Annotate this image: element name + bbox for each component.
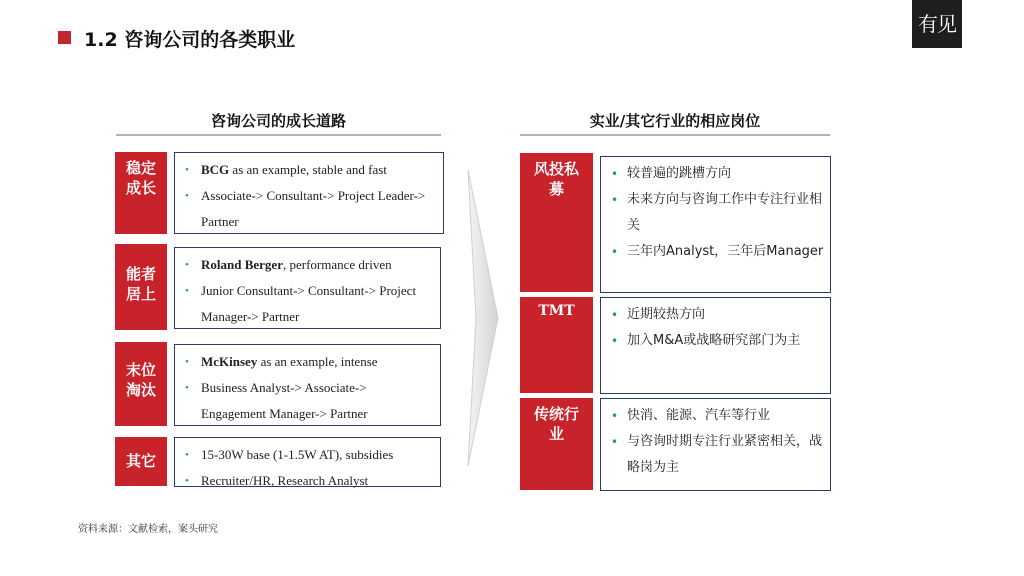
brand-logo: 有见: [912, 0, 962, 48]
bullet-text: as an example, stable and fast: [229, 162, 387, 177]
bullet-text: Junior Consultant-> Consultant-> Project Manager-> Partner: [201, 283, 417, 324]
tag-label: TMT: [538, 303, 575, 319]
source-footnote: 资料来源：文献检索，案头研究: [78, 524, 218, 535]
tag-traditional-industry: [520, 398, 593, 490]
tag-merit-based: [115, 244, 167, 330]
role-box-traditional-industry: [600, 398, 831, 491]
career-path-box-other: [174, 437, 441, 487]
bullet-text: Business Analyst-> Associate-> Engagement Manager-> Partner: [201, 380, 368, 421]
list-item: • 加入M&A或战略研究部门为主: [611, 328, 824, 354]
right-column-heading: 实业/其它行业的相应岗位: [589, 112, 761, 130]
tag-label: 风投私募: [533, 160, 579, 198]
role-box-vc-pe: [600, 156, 831, 293]
list-item: • 较普遍的跳槽方向: [611, 161, 824, 187]
title-marker: [58, 31, 71, 44]
bullet-text: as an example, intense: [257, 354, 378, 369]
list-item: [185, 157, 437, 183]
tag-up-or-out: [115, 342, 167, 426]
list-item: [185, 183, 437, 235]
tag-label: 其它: [125, 452, 156, 470]
tag-label: 末位淘汰: [125, 361, 156, 399]
left-heading-divider: [116, 134, 441, 136]
list-item: [185, 252, 434, 278]
left-column-heading: 咨询公司的成长道路: [210, 112, 346, 130]
tag-steady-growth: [115, 152, 167, 234]
bullet-text: Recruiter/HR, Research Analyst: [201, 473, 369, 488]
list-item: • 未来方向与咨询工作中专注行业相关: [611, 187, 824, 239]
list-item: • 快消、能源、汽车等行业: [611, 403, 824, 429]
tag-label: 稳定成长: [125, 159, 156, 197]
firm-name: McKinsey: [201, 354, 258, 369]
list-item: [185, 278, 434, 330]
tag-other: [115, 437, 167, 486]
list-item: [185, 375, 434, 427]
list-item: • 与咨询时期专注行业紧密相关，战略岗为主: [611, 429, 824, 481]
firm-name: Roland Berger: [201, 257, 283, 272]
chevron-right-arrow-icon: [466, 168, 500, 468]
list-item: [185, 442, 434, 468]
tag-label: 传统行业: [533, 405, 579, 443]
career-path-box-bcg: [174, 152, 444, 234]
firm-name: BCG: [201, 162, 230, 177]
list-item: [185, 468, 434, 494]
tag-label: 能者居上: [125, 265, 156, 303]
right-heading-divider: [520, 134, 830, 136]
page-title: 1.2 咨询公司的各类职业: [84, 29, 296, 51]
bullet-text: Associate-> Consultant-> Project Leader-> Partner: [201, 188, 426, 229]
career-path-box-roland-berger: [174, 247, 441, 329]
tag-tmt: [520, 297, 593, 393]
career-path-box-mckinsey: [174, 344, 441, 426]
bullet-text: 15-30W base (1-1.5W AT), subsidies: [201, 447, 394, 462]
role-box-tmt: [600, 297, 831, 394]
list-item: • 三年内Analyst，三年后Manager: [611, 239, 824, 265]
list-item: • 近期较热方向: [611, 302, 824, 328]
bullet-text: , performance driven: [282, 257, 392, 272]
tag-venture-private-equity: [520, 153, 593, 292]
list-item: [185, 349, 434, 375]
